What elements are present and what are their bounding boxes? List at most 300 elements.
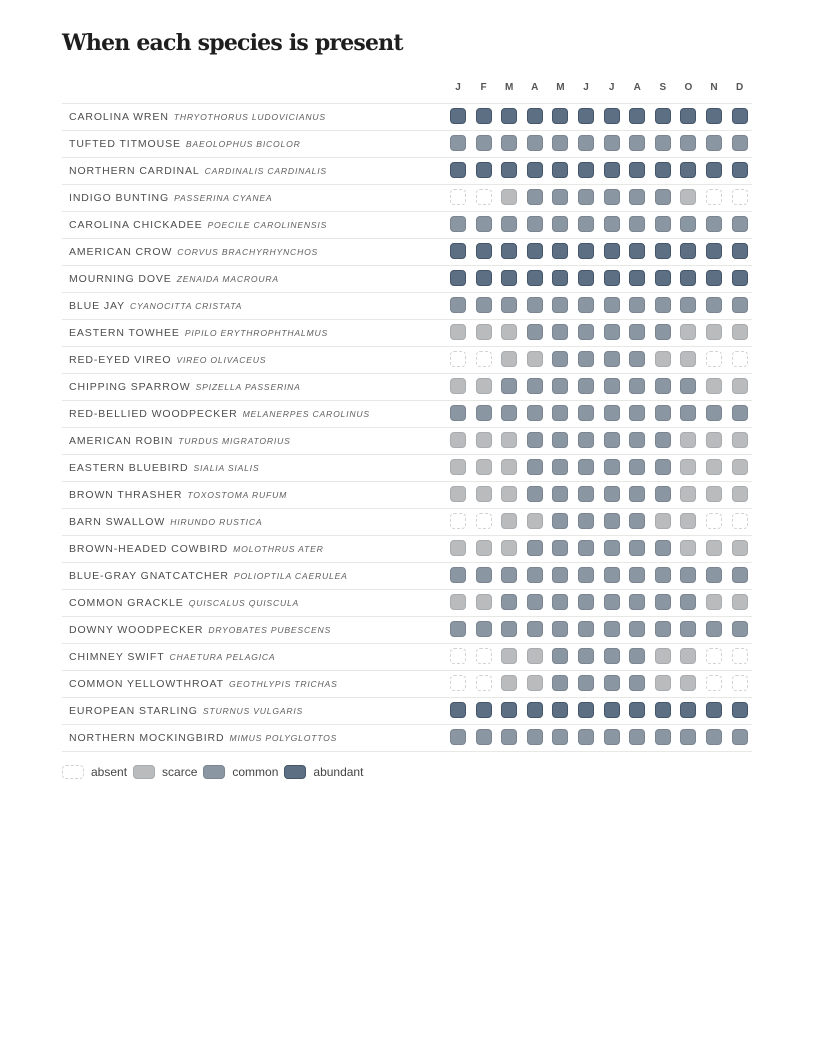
presence-cell <box>655 702 671 718</box>
presence-cell <box>629 135 645 151</box>
species-label <box>69 482 287 508</box>
presence-cell <box>706 378 722 394</box>
presence-cell <box>655 270 671 286</box>
presence-cell <box>629 459 645 475</box>
common-name: BLUE JAY <box>69 300 126 312</box>
month-label: S <box>659 82 667 93</box>
presence-cell <box>527 648 543 664</box>
presence-cell <box>578 378 594 394</box>
presence-cell <box>655 108 671 124</box>
species-row <box>62 508 752 535</box>
presence-cell <box>552 594 568 610</box>
presence-cell <box>450 108 466 124</box>
presence-cell <box>629 567 645 583</box>
month-label: M <box>556 82 565 93</box>
scientific-name: CORVUS BRACHYRHYNCHOS <box>177 247 319 257</box>
presence-cell <box>450 594 466 610</box>
presence-cell <box>552 108 568 124</box>
scientific-name: ZENAIDA MACROURA <box>176 274 279 284</box>
presence-cell <box>680 729 696 745</box>
presence-cell <box>552 324 568 340</box>
scientific-name: BAEOLOPHUS BICOLOR <box>185 139 301 149</box>
species-label <box>69 158 327 184</box>
common-name: RED-BELLIED WOODPECKER <box>69 408 238 420</box>
presence-cell <box>527 513 543 529</box>
presence-cell <box>552 162 568 178</box>
presence-cell <box>604 297 620 313</box>
presence-cell <box>527 189 543 205</box>
presence-cell <box>527 216 543 232</box>
species-label <box>69 374 301 400</box>
species-row <box>62 697 752 724</box>
presence-cell <box>680 486 696 502</box>
presence-cell <box>552 297 568 313</box>
presence-cell <box>552 243 568 259</box>
presence-cell <box>527 378 543 394</box>
scientific-name: VIREO OLIVACEUS <box>176 355 267 365</box>
presence-cell <box>604 675 620 691</box>
presence-cell <box>552 216 568 232</box>
presence-cell <box>578 270 594 286</box>
presence-cell <box>629 648 645 664</box>
presence-cell <box>604 486 620 502</box>
species-label <box>69 536 324 562</box>
month-label: J <box>608 82 615 93</box>
common-name: EASTERN TOWHEE <box>69 327 180 339</box>
legend-label: absent <box>91 764 128 779</box>
scientific-name: MOLOTHRUS ATER <box>233 544 324 554</box>
presence-cell <box>706 594 722 610</box>
presence-cell <box>655 243 671 259</box>
presence-cell <box>527 108 543 124</box>
presence-cell <box>629 216 645 232</box>
scientific-name: HIRUNDO RUSTICA <box>170 517 263 527</box>
presence-cell <box>706 324 722 340</box>
presence-cell <box>450 486 466 502</box>
species-label <box>69 266 279 292</box>
species-grid <box>62 103 752 752</box>
presence-cell <box>476 297 492 313</box>
presence-cell <box>527 459 543 475</box>
presence-cell <box>680 432 696 448</box>
presence-cell <box>450 243 466 259</box>
common-name: NORTHERN CARDINAL <box>69 165 200 177</box>
common-name: EASTERN BLUEBIRD <box>69 462 189 474</box>
presence-cell <box>501 513 517 529</box>
presence-cell <box>629 729 645 745</box>
presence-cell <box>578 540 594 556</box>
presence-cell <box>450 324 466 340</box>
chart-title: When each species is present <box>62 30 403 56</box>
presence-cell <box>501 486 517 502</box>
presence-cell <box>732 405 748 421</box>
presence-cell <box>527 486 543 502</box>
presence-cell <box>527 567 543 583</box>
presence-cell <box>604 540 620 556</box>
scientific-name: TOXOSTOMA RUFUM <box>187 490 288 500</box>
species-row <box>62 157 752 184</box>
presence-cell <box>680 459 696 475</box>
month-label: N <box>710 82 718 93</box>
species-label <box>69 590 299 616</box>
presence-cell <box>476 486 492 502</box>
presence-cell <box>450 432 466 448</box>
presence-cell <box>476 351 492 367</box>
species-label <box>69 347 266 373</box>
species-label <box>69 185 272 211</box>
presence-cell <box>527 162 543 178</box>
presence-cell <box>476 162 492 178</box>
presence-cell <box>552 675 568 691</box>
presence-cell <box>732 432 748 448</box>
presence-cell <box>578 567 594 583</box>
legend-label: common <box>232 764 279 779</box>
presence-cell <box>629 324 645 340</box>
presence-cell <box>527 351 543 367</box>
presence-cell <box>476 189 492 205</box>
presence-cell <box>604 648 620 664</box>
species-row <box>62 670 752 697</box>
presence-cell <box>629 162 645 178</box>
presence-cell <box>552 648 568 664</box>
presence-cell <box>476 594 492 610</box>
presence-cell <box>629 405 645 421</box>
presence-cell <box>476 459 492 475</box>
presence-cell <box>629 675 645 691</box>
presence-cell <box>706 189 722 205</box>
presence-cell <box>552 270 568 286</box>
presence-cell <box>552 351 568 367</box>
presence-cell <box>629 486 645 502</box>
presence-cell <box>655 162 671 178</box>
presence-cell <box>578 486 594 502</box>
presence-cell <box>732 540 748 556</box>
presence-cell <box>476 621 492 637</box>
presence-cell <box>706 486 722 502</box>
presence-cell <box>578 621 594 637</box>
common-name: CAROLINA CHICKADEE <box>69 219 203 231</box>
common-name: COMMON YELLOWTHROAT <box>69 678 224 690</box>
scientific-name: SIALIA SIALIS <box>193 463 260 473</box>
species-row <box>62 724 752 752</box>
presence-cell <box>680 567 696 583</box>
presence-cell <box>655 405 671 421</box>
presence-cell <box>476 540 492 556</box>
presence-cell <box>476 324 492 340</box>
presence-cell <box>629 513 645 529</box>
presence-cell <box>450 513 466 529</box>
presence-cell <box>527 297 543 313</box>
species-label <box>69 671 338 697</box>
presence-cell <box>527 621 543 637</box>
scientific-name: CHAETURA PELAGICA <box>169 652 276 662</box>
presence-cell <box>501 675 517 691</box>
presence-cell <box>501 270 517 286</box>
presence-cell <box>655 432 671 448</box>
presence-cell <box>450 648 466 664</box>
presence-cell <box>578 675 594 691</box>
presence-cell <box>604 135 620 151</box>
common-name: CHIMNEY SWIFT <box>69 651 165 663</box>
presence-cell <box>732 702 748 718</box>
presence-cell <box>476 567 492 583</box>
presence-cell <box>706 513 722 529</box>
presence-cell <box>629 702 645 718</box>
legend-item <box>133 763 197 781</box>
common-name: BROWN-HEADED COWBIRD <box>69 543 229 555</box>
species-row <box>62 184 752 211</box>
presence-cell <box>629 621 645 637</box>
presence-cell <box>680 324 696 340</box>
presence-cell <box>706 405 722 421</box>
presence-cell <box>655 648 671 664</box>
common-name: RED-EYED VIREO <box>69 354 172 366</box>
presence-cell <box>680 378 696 394</box>
presence-cell <box>732 513 748 529</box>
presence-cell <box>501 108 517 124</box>
species-label <box>69 455 259 481</box>
presence-cell <box>476 729 492 745</box>
common-name: BROWN THRASHER <box>69 489 183 501</box>
presence-cell <box>629 270 645 286</box>
presence-cell <box>450 216 466 232</box>
presence-cell <box>732 135 748 151</box>
presence-cell <box>680 189 696 205</box>
presence-cell <box>552 189 568 205</box>
legend-item <box>62 763 127 781</box>
presence-cell <box>527 405 543 421</box>
legend-swatch <box>203 765 225 779</box>
presence-cell <box>501 351 517 367</box>
scientific-name: STURNUS VULGARIS <box>202 706 304 716</box>
presence-cell <box>629 243 645 259</box>
presence-cell <box>604 459 620 475</box>
presence-cell <box>476 135 492 151</box>
scientific-name: MIMUS POLYGLOTTOS <box>229 733 338 743</box>
scientific-name: POECILE CAROLINENSIS <box>207 220 328 230</box>
species-row <box>62 643 752 670</box>
presence-cell <box>604 270 620 286</box>
month-label: F <box>480 82 487 93</box>
presence-cell <box>629 432 645 448</box>
common-name: AMERICAN ROBIN <box>69 435 174 447</box>
presence-cell <box>629 297 645 313</box>
presence-cell <box>680 621 696 637</box>
species-row <box>62 130 752 157</box>
presence-cell <box>680 702 696 718</box>
common-name: TUFTED TITMOUSE <box>69 138 181 150</box>
presence-cell <box>680 594 696 610</box>
presence-cell <box>450 162 466 178</box>
presence-cell <box>450 405 466 421</box>
presence-cell <box>706 216 722 232</box>
species-label <box>69 293 242 319</box>
presence-cell <box>501 135 517 151</box>
presence-cell <box>552 405 568 421</box>
presence-cell <box>578 513 594 529</box>
presence-cell <box>501 702 517 718</box>
legend <box>62 763 369 779</box>
presence-cell <box>706 540 722 556</box>
presence-cell <box>604 351 620 367</box>
scientific-name: SPIZELLA PASSERINA <box>195 382 301 392</box>
scientific-name: THRYOTHORUS LUDOVICIANUS <box>173 112 326 122</box>
presence-cell <box>629 108 645 124</box>
presence-cell <box>501 189 517 205</box>
presence-cell <box>732 594 748 610</box>
presence-cell <box>552 378 568 394</box>
presence-cell <box>655 621 671 637</box>
presence-cell <box>604 216 620 232</box>
presence-cell <box>604 189 620 205</box>
presence-cell <box>552 702 568 718</box>
presence-cell <box>552 135 568 151</box>
presence-cell <box>501 540 517 556</box>
month-label: J <box>455 82 461 93</box>
presence-cell <box>527 675 543 691</box>
presence-cell <box>732 648 748 664</box>
presence-cell <box>732 567 748 583</box>
presence-cell <box>680 351 696 367</box>
presence-cell <box>732 351 748 367</box>
species-label <box>69 428 291 454</box>
presence-cell <box>655 459 671 475</box>
presence-cell <box>501 162 517 178</box>
presence-cell <box>501 432 517 448</box>
presence-cell <box>629 540 645 556</box>
presence-cell <box>501 216 517 232</box>
presence-cell <box>655 378 671 394</box>
common-name: NORTHERN MOCKINGBIRD <box>69 732 225 744</box>
presence-cell <box>604 729 620 745</box>
presence-cell <box>476 405 492 421</box>
presence-cell <box>578 351 594 367</box>
species-row <box>62 562 752 589</box>
presence-cell <box>552 621 568 637</box>
presence-cell <box>578 243 594 259</box>
species-label <box>69 212 327 238</box>
presence-cell <box>450 675 466 691</box>
presence-cell <box>527 594 543 610</box>
presence-cell <box>552 432 568 448</box>
presence-cell <box>450 135 466 151</box>
common-name: BARN SWALLOW <box>69 516 166 528</box>
scientific-name: PASSERINA CYANEA <box>174 193 273 203</box>
species-label <box>69 644 275 670</box>
presence-cell <box>629 351 645 367</box>
presence-cell <box>655 216 671 232</box>
presence-cell <box>680 216 696 232</box>
scientific-name: CARDINALIS CARDINALIS <box>204 166 327 176</box>
presence-cell <box>732 675 748 691</box>
species-label <box>69 563 348 589</box>
presence-cell <box>680 270 696 286</box>
presence-cell <box>552 486 568 502</box>
presence-cell <box>732 108 748 124</box>
presence-cell <box>450 189 466 205</box>
species-row <box>62 427 752 454</box>
presence-cell <box>655 594 671 610</box>
presence-cell <box>476 270 492 286</box>
presence-cell <box>450 621 466 637</box>
presence-cell <box>552 567 568 583</box>
presence-cell <box>604 108 620 124</box>
presence-cell <box>680 540 696 556</box>
presence-cell <box>655 351 671 367</box>
presence-cell <box>501 621 517 637</box>
species-row <box>62 292 752 319</box>
common-name: MOURNING DOVE <box>69 273 172 285</box>
presence-cell <box>578 405 594 421</box>
scientific-name: MELANERPES CAROLINUS <box>242 409 370 419</box>
scientific-name: TURDUS MIGRATORIUS <box>178 436 291 446</box>
presence-cell <box>706 108 722 124</box>
presence-cell <box>501 459 517 475</box>
presence-cell <box>629 378 645 394</box>
species-row <box>62 373 752 400</box>
presence-cell <box>680 513 696 529</box>
species-row <box>62 481 752 508</box>
species-row <box>62 400 752 427</box>
presence-cell <box>450 297 466 313</box>
presence-cell <box>680 405 696 421</box>
presence-cell <box>680 162 696 178</box>
presence-cell <box>655 567 671 583</box>
month-header <box>0 82 816 96</box>
month-label: D <box>735 82 744 93</box>
presence-cell <box>476 216 492 232</box>
presence-cell <box>732 459 748 475</box>
presence-cell <box>552 729 568 745</box>
month-label: M <box>505 82 514 93</box>
common-name: AMERICAN CROW <box>69 246 173 258</box>
presence-cell <box>680 108 696 124</box>
presence-cell <box>706 351 722 367</box>
presence-cell <box>732 216 748 232</box>
presence-cell <box>450 567 466 583</box>
month-label: J <box>583 82 589 93</box>
species-label <box>69 131 301 157</box>
presence-cell <box>604 405 620 421</box>
common-name: COMMON GRACKLE <box>69 597 184 609</box>
presence-cell <box>604 162 620 178</box>
legend-label: abundant <box>313 764 364 779</box>
common-name: DOWNY WOODPECKER <box>69 624 204 636</box>
presence-cell <box>732 729 748 745</box>
presence-cell <box>578 216 594 232</box>
presence-cell <box>476 432 492 448</box>
presence-cell <box>450 351 466 367</box>
presence-cell <box>450 459 466 475</box>
common-name: CHIPPING SPARROW <box>69 381 191 393</box>
presence-cell <box>732 378 748 394</box>
presence-cell <box>578 648 594 664</box>
presence-cell <box>578 189 594 205</box>
month-label: A <box>531 82 539 93</box>
presence-cell <box>450 270 466 286</box>
presence-cell <box>732 324 748 340</box>
presence-cell <box>578 594 594 610</box>
legend-item <box>203 763 278 781</box>
presence-cell <box>578 162 594 178</box>
presence-cell <box>604 702 620 718</box>
common-name: CAROLINA WREN <box>69 111 169 123</box>
presence-cell <box>501 243 517 259</box>
presence-cell <box>655 324 671 340</box>
species-label <box>69 617 331 643</box>
presence-cell <box>501 648 517 664</box>
presence-cell <box>706 675 722 691</box>
